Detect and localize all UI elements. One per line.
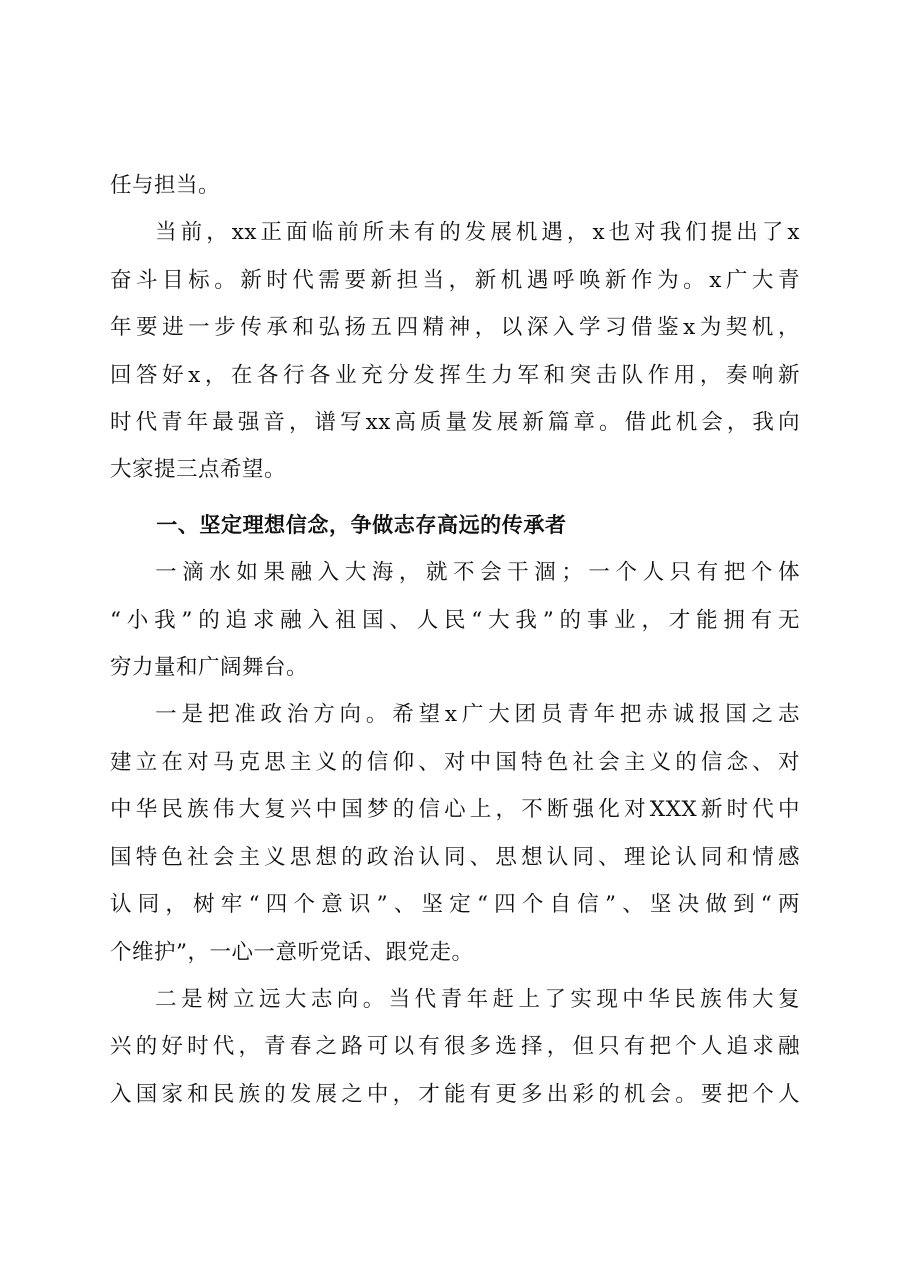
paragraph-water-drop — [110, 549, 800, 691]
text-line: 时代青年最强音，谱写xx高质量发展新篇章。借此机会，我向 — [110, 410, 800, 436]
text-line: 奋斗目标。新时代需要新担当，新机遇呼唤新作为。x广大青 — [110, 267, 800, 293]
text-line: 入国家和民族的发展之中，才能有更多出彩的机会。要把个人 — [110, 1081, 800, 1107]
text-line: 任与担当。 — [110, 173, 221, 198]
text-line: 中华民族伟大复兴中国梦的信心上，不断强化对XXX新时代中 — [110, 797, 800, 823]
text-line: 一是把准政治方向。希望x广大团员青年把赤诚报国之志 — [155, 702, 800, 728]
text-line: 兴的好时代，青春之路可以有很多选择，但只有把个人追求融 — [110, 1034, 800, 1060]
text-line: 当前，xx正面临前所未有的发展机遇，x也对我们提出了x — [155, 220, 800, 246]
text-line: 建立在对马克思主义的信仰、对中国特色社会主义的信念、对 — [110, 749, 800, 775]
text-line: 国特色社会主义思想的政治认同、思想认同、理论认同和情感 — [110, 844, 800, 870]
text-line: 个维护”，一心一意听党话、跟党走。 — [110, 939, 474, 965]
document-body — [110, 162, 800, 1118]
text-line: 大家提三点希望。 — [110, 457, 287, 483]
paragraph-political-direction — [110, 691, 800, 975]
text-line: 二是树立远大志向。当代青年赶上了实现中华民族伟大复 — [155, 986, 800, 1012]
text-line: 穷力量和广阔舞台。 — [110, 655, 309, 681]
paragraph-ambition — [110, 976, 800, 1118]
text-line: 回答好x，在各行各业充分发挥生力军和突击队作用，奏响新 — [110, 362, 800, 388]
paragraph-current-situation — [110, 209, 800, 493]
text-line: 认同，树牢“四个意识”、坚定“四个自信”、坚决做到“两 — [110, 892, 800, 918]
text-line: 一滴水如果融入大海，就不会干涸；一个人只有把个体 — [155, 560, 800, 586]
paragraph-continuation — [110, 162, 800, 209]
section-heading: 一、坚定理想信念，争做志存高远的传承者 — [156, 512, 567, 537]
text-line: 年要进一步传承和弘扬五四精神，以深入学习借鉴x为契机， — [110, 315, 800, 341]
text-line: “小我”的追求融入祖国、人民“大我”的事业，才能拥有无 — [110, 607, 800, 633]
